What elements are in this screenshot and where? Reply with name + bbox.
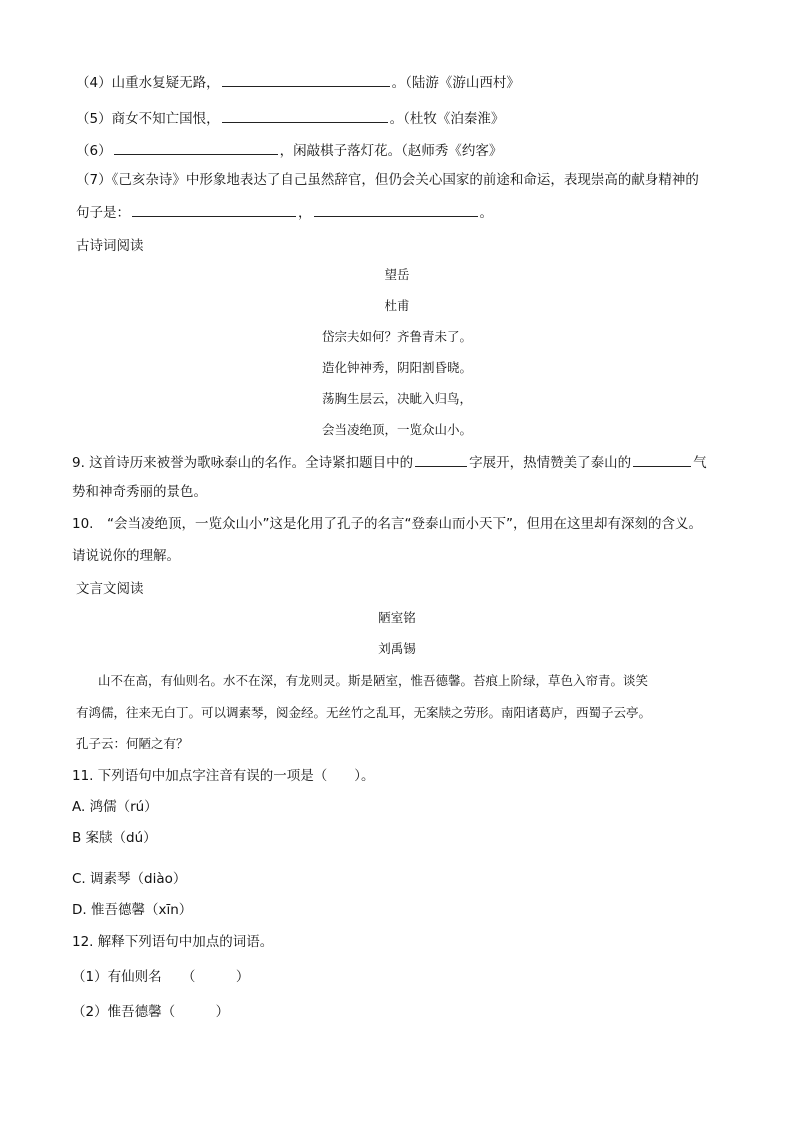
question-7-line1: （7）《己亥杂诗》中形象地表达了自己虽然辞官，但仍会关心国家的前途和命运，表现崇高的献身精神的 — [76, 172, 699, 188]
q5-blank[interactable] — [222, 108, 388, 123]
q9-blank-2[interactable] — [633, 452, 691, 467]
q11-option-d[interactable]: D. 惟吾德馨（xīn） — [72, 902, 193, 918]
question-7-line2 — [76, 202, 493, 223]
q7-text-mid: ， — [298, 205, 312, 221]
essay-title: 陋室铭 — [378, 610, 416, 625]
q6-blank[interactable] — [114, 140, 278, 155]
q7-blank-2[interactable] — [314, 202, 478, 217]
essay-line-2: 有鸿儒，往来无白丁。可以调素琴，阅金经。无丝竹之乱耳，无案牍之劳形。南阳诸葛庐，西蜀子云亭。 — [76, 705, 652, 720]
question-10-line1: 10. “会当凌绝顶，一览众山小”这是化用了孔子的名言“登泰山而小天下”，但用在这里却有深刻的含义。 — [72, 516, 702, 532]
q9-part2: 字展开，热情赞美了泰山的 — [469, 455, 632, 471]
q12-item-1: （1）有仙则名 （ ） — [72, 969, 250, 985]
q4-text-before: （4）山重水复疑无路， — [76, 75, 220, 91]
q11-option-b[interactable]: B 案牍（dú） — [72, 830, 157, 846]
q7-text-before: 句子是： — [76, 205, 130, 221]
question-5 — [76, 108, 504, 129]
question-4 — [76, 72, 520, 93]
poem-author: 杜甫 — [384, 298, 410, 313]
q9-blank-1[interactable] — [415, 452, 467, 467]
poem-line-3: 荡胸生层云，决眦入归鸟， — [321, 391, 472, 406]
q6-text-before: （6） — [76, 143, 112, 159]
section-title-classical: 文言文阅读 — [76, 581, 144, 597]
poem-line-4: 会当凌绝顶，一览众山小。 — [321, 422, 472, 437]
question-6 — [76, 140, 502, 161]
poem-title: 望岳 — [384, 267, 410, 282]
q9-part1: 9. 这首诗历来被誉为歌咏泰山的名作。全诗紧扣题目中的 — [72, 455, 414, 471]
q7-text-after: 。 — [479, 205, 493, 221]
question-9-line2: 势和神奇秀丽的景色。 — [72, 484, 207, 500]
essay-line-1: 山不在高，有仙则名。水不在深，有龙则灵。斯是陋室，惟吾德馨。苔痕上阶绿，草色入帘青。谈笑 — [98, 673, 649, 688]
q5-text-after: 。（杜牧《泊秦淮》 — [389, 111, 505, 127]
q7-blank-1[interactable] — [132, 202, 296, 217]
q5-text-before: （5）商女不知亡国恨， — [76, 111, 220, 127]
essay-line-3: 孔子云：何陋之有？ — [76, 736, 189, 751]
poem-line-1: 岱宗夫如何？齐鲁青未了。 — [321, 329, 472, 344]
q12-item-2: （2）惟吾德馨（ ） — [72, 1004, 230, 1020]
question-9-line1 — [72, 452, 707, 473]
section-title-poem: 古诗词阅读 — [76, 238, 144, 254]
poem-line-2: 造化钟神秀，阴阳割昏晓。 — [321, 360, 472, 375]
q4-blank[interactable] — [222, 72, 390, 87]
q11-option-a[interactable]: A. 鸿儒（rú） — [72, 799, 158, 815]
q4-text-after: 。（陆游《游山西村》 — [391, 75, 520, 91]
question-11-stem: 11. 下列语句中加点字注音有误的一项是（ ）。 — [72, 768, 375, 784]
q11-option-c[interactable]: C. 调素琴（diào） — [72, 871, 187, 887]
q9-part3: 气 — [693, 455, 707, 471]
question-12-stem: 12. 解释下列语句中加点的词语。 — [72, 934, 274, 950]
q6-text-after: ，闲敲棋子落灯花。（赵师秀《约客》 — [279, 143, 503, 159]
essay-author: 刘禹锡 — [378, 641, 416, 656]
question-10-line2: 请说说你的理解。 — [72, 548, 180, 564]
